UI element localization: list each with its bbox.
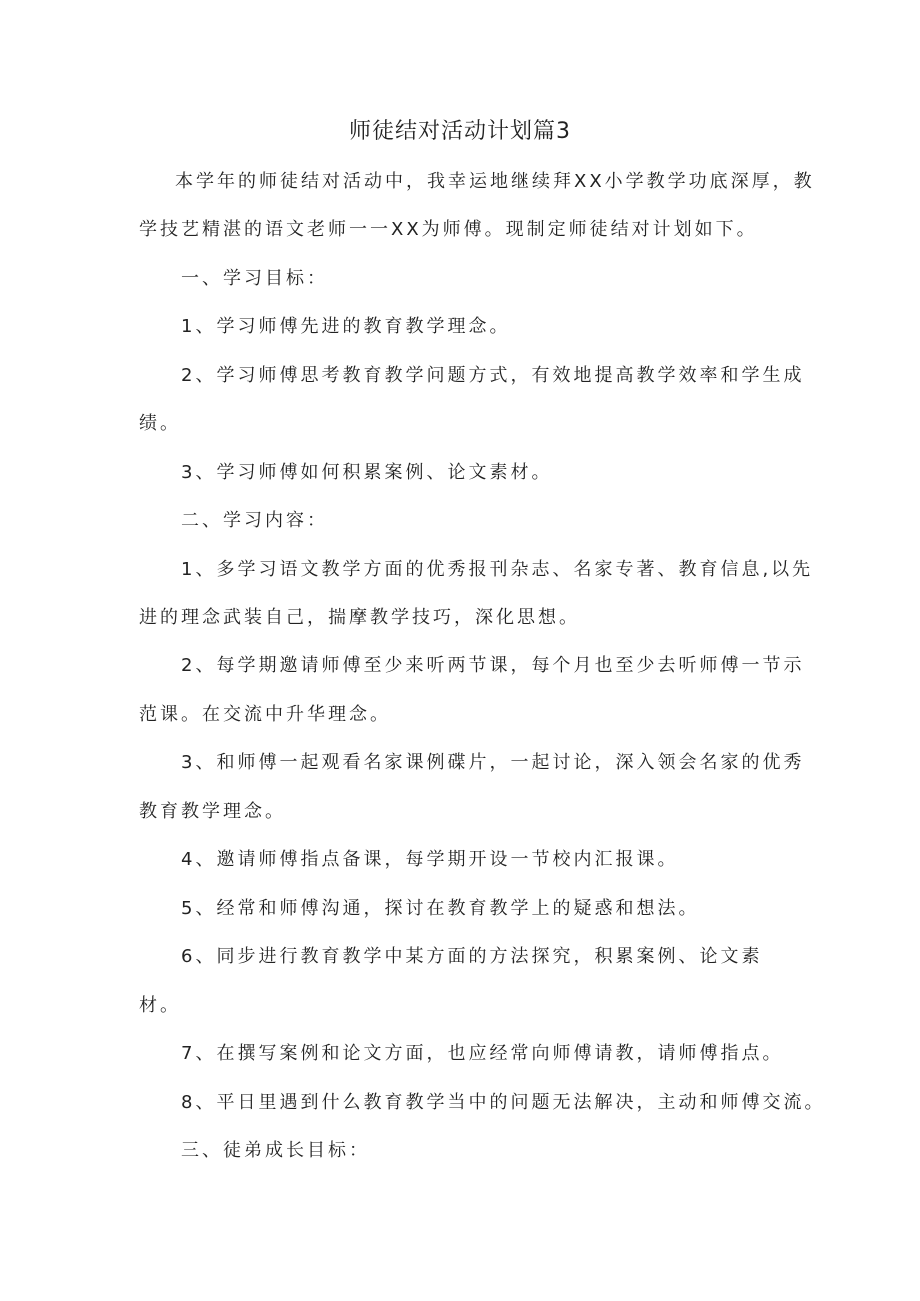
- paragraph-line: 本学年的师徒结对活动中，我幸运地继续拜XX小学教学功底深厚，教: [175, 171, 815, 192]
- paragraph-line: 2、每学期邀请师傅至少来听两节课，每个月也至少去听师傅一节示: [181, 655, 805, 676]
- section-heading: 一、学习目标：: [181, 268, 328, 289]
- paragraph-line: 8、平日里遇到什么教育教学当中的问题无法解决，主动和师傅交流。: [181, 1092, 826, 1113]
- paragraph-line: 5、经常和师傅沟通，探讨在教育教学上的疑惑和想法。: [181, 898, 700, 919]
- paragraph-line: 2、学习师傅思考教育教学问题方式，有效地提高教学效率和学生成: [181, 365, 805, 386]
- paragraph-line: 学技艺精湛的语文老师一一XX为师傅。现制定师徒结对计划如下。: [139, 219, 758, 240]
- paragraph-line: 材。: [139, 995, 181, 1016]
- paragraph-line: 范课。在交流中升华理念。: [139, 704, 391, 725]
- paragraph-line: 3、学习师傅如何积累案例、论文素材。: [181, 462, 553, 483]
- paragraph-line: 进的理念武装自己，揣摩教学技巧，深化思想。: [139, 607, 580, 628]
- paragraph-line: 4、邀请师傅指点备课，每学期开设一节校内汇报课。: [181, 849, 679, 870]
- section-heading: 三、徒弟成长目标：: [181, 1140, 370, 1161]
- paragraph-line: 3、和师傅一起观看名家课例碟片，一起讨论，深入领会名家的优秀: [181, 752, 805, 773]
- paragraph-line: 绩。: [139, 413, 181, 434]
- paragraph-line: 1、学习师傅先进的教育教学理念。: [181, 316, 511, 337]
- section-heading: 二、学习内容：: [181, 510, 328, 531]
- paragraph-line: 教育教学理念。: [139, 801, 286, 822]
- paragraph-line: 1、多学习语文教学方面的优秀报刊杂志、名家专著、教育信息,以先: [181, 559, 814, 580]
- paragraph-line: 7、在撰写案例和论文方面，也应经常向师傅请教，请师傅指点。: [181, 1043, 784, 1064]
- paragraph-line: 6、同步进行教育教学中某方面的方法探究，积累案例、论文素: [181, 946, 763, 967]
- document-title: 师徒结对活动计划篇3: [349, 119, 571, 144]
